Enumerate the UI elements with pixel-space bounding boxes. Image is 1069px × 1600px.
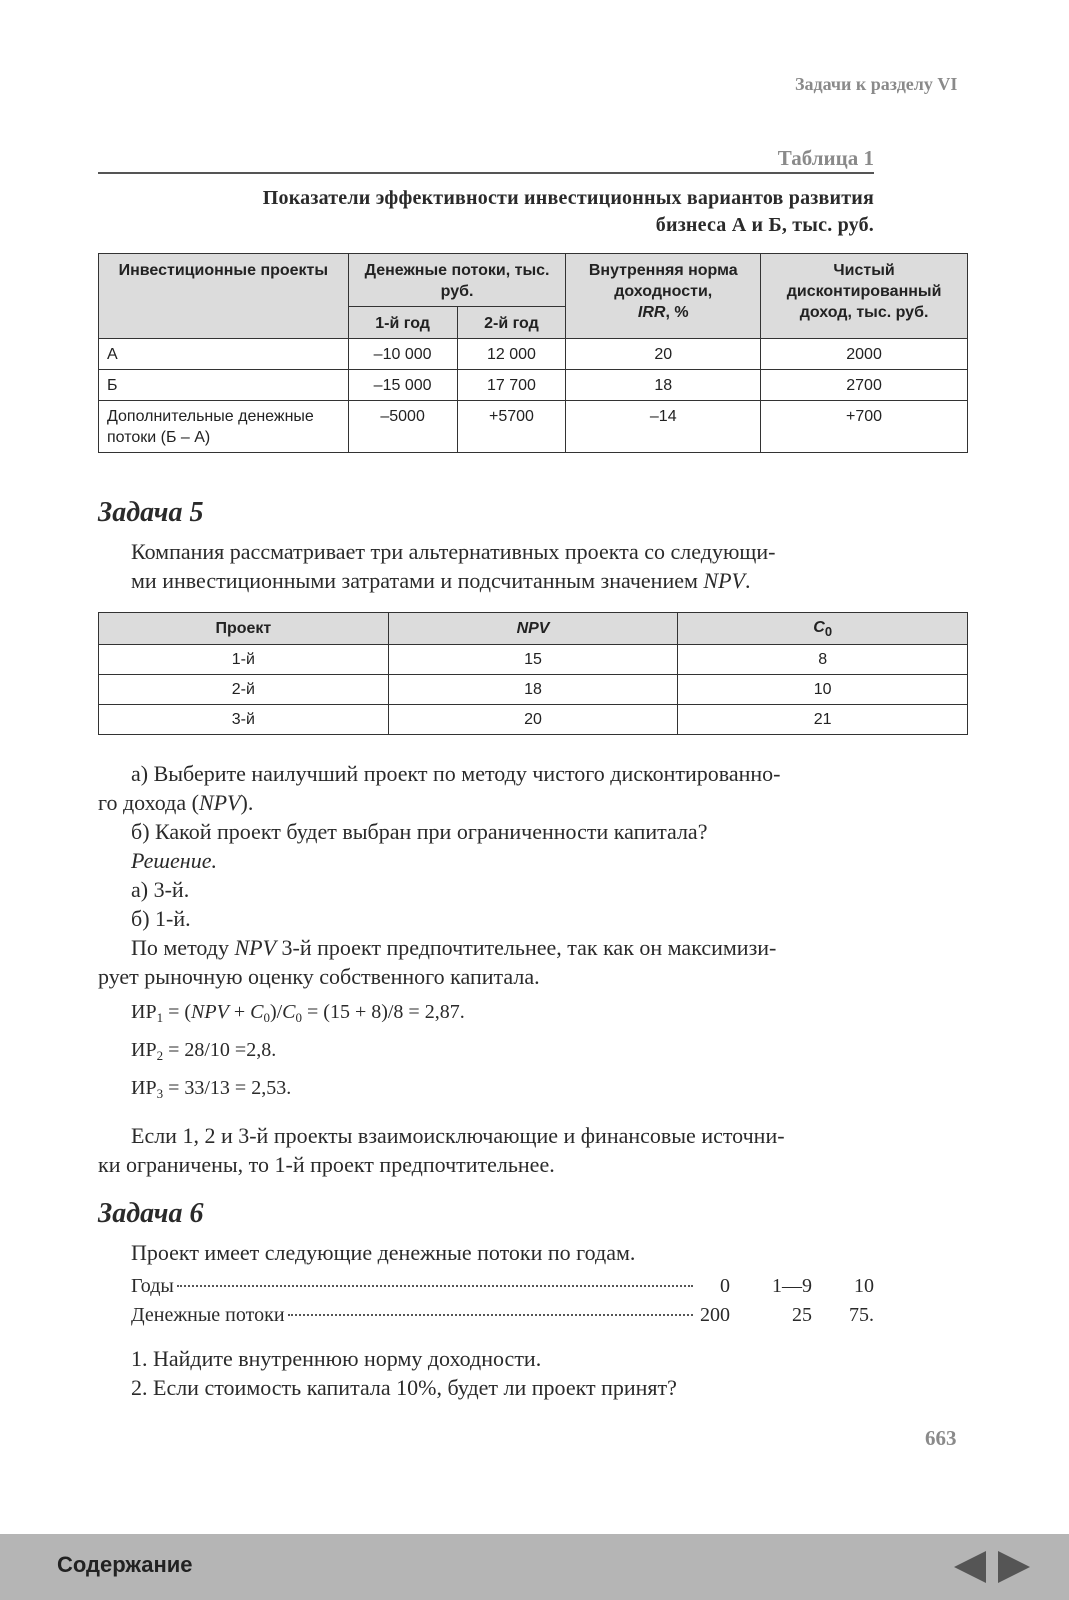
task6-intro: Проект имеет следующие денежные потоки по годам. xyxy=(131,1240,636,1265)
footer-navigation-bar xyxy=(0,1534,1069,1600)
table-row: Б –15 000 17 700 18 2700 xyxy=(99,370,968,401)
header-npv: NPV xyxy=(388,613,678,645)
table-row: 3-й 20 21 xyxy=(99,705,968,735)
table-row: 1-й 15 8 xyxy=(99,645,968,675)
task6-question2: 2. Если стоимость капитала 10%, будет ли проект принят? xyxy=(131,1375,677,1400)
table-row: 2-й 18 10 xyxy=(99,675,968,705)
efficiency-table xyxy=(98,253,968,453)
question-a-line1: а) Выберите наилучший проект по методу чистого дисконтированно- xyxy=(131,761,781,786)
header-year2: 2-й год xyxy=(457,307,566,339)
question-b: б) Какой проект будет выбран при ограниченности капитала? xyxy=(131,819,708,844)
years-row: Годы 0 1—9 10 xyxy=(131,1275,874,1297)
task5-heading: Задача 5 xyxy=(98,497,204,528)
table-row: Дополнительные денежные потоки (Б – А) –5000 +5700 –14 +700 xyxy=(99,401,968,453)
cash-flows-row: Денежные потоки 200 25 75. xyxy=(131,1304,874,1326)
explain-line2: рует рыночную оценку собственного капитала. xyxy=(98,964,540,989)
formula-ir1: $ИР_1 = (NPV + C_0)/C_0 = (15 + 8)/8 = 2,87$. xyxy=(131,1001,465,1025)
header-year1: 1-й год xyxy=(348,307,457,339)
task5-intro-line2: ми инвестиционными затратами и подсчитанным значением NPV. xyxy=(131,568,751,593)
task6-question1: 1. Найдите внутреннюю норму доходности. xyxy=(131,1346,542,1371)
running-head: Задачи к разделу VI xyxy=(795,74,958,94)
formula-ir3: $ИР_3 = 33/13 = 2,53$. xyxy=(131,1077,292,1101)
table-caption: Таблица 1 xyxy=(777,146,874,170)
page-number: 663 xyxy=(925,1426,957,1450)
header-project: Проект xyxy=(99,613,389,645)
conclusion-line2: ки ограничены, то 1-й проект предпочтительнее. xyxy=(98,1152,555,1177)
answer-a: а) 3-й. xyxy=(131,877,190,902)
header-projects: Инвестиционные проекты xyxy=(99,254,349,339)
table-title: Показатели эффективности инвестиционных вариантов развития бизнеса А и Б, тыс. руб. xyxy=(262,187,874,236)
question-a-line2: го дохода (NPV). xyxy=(98,790,254,815)
task6-heading: Задача 6 xyxy=(98,1198,204,1229)
previous-page-arrow-icon[interactable] xyxy=(954,1551,986,1583)
answer-b: б) 1-й. xyxy=(131,906,191,931)
table-row: А –10 000 12 000 20 2000 xyxy=(99,339,968,370)
solution-label: Решение. xyxy=(131,848,217,873)
projects-table xyxy=(98,612,968,735)
header-cash-flows: Денежные потоки, тыс. руб. xyxy=(348,254,566,307)
header-irr: Внутренняя норма доходности, IRR, % xyxy=(566,254,761,339)
contents-link[interactable]: Содержание xyxy=(57,1552,193,1577)
header-c0: $C_0$ xyxy=(678,613,968,645)
conclusion-line1: Если 1, 2 и 3-й проекты взаимоисключающие и финансовые источни- xyxy=(131,1123,785,1148)
task5-intro-line1: Компания рассматривает три альтернативных проекта со следующи- xyxy=(131,539,776,564)
explain-line1: По методу NPV 3-й проект предпочтительнее, так как он максимизи- xyxy=(131,935,777,960)
formula-ir2: $ИР_2 = 28/10 =2,8$. xyxy=(131,1039,277,1063)
next-page-arrow-icon[interactable] xyxy=(998,1551,1030,1583)
table-caption-rule xyxy=(98,146,874,174)
header-npv: Чистый дисконтированный доход, тыс. руб. xyxy=(761,254,968,339)
